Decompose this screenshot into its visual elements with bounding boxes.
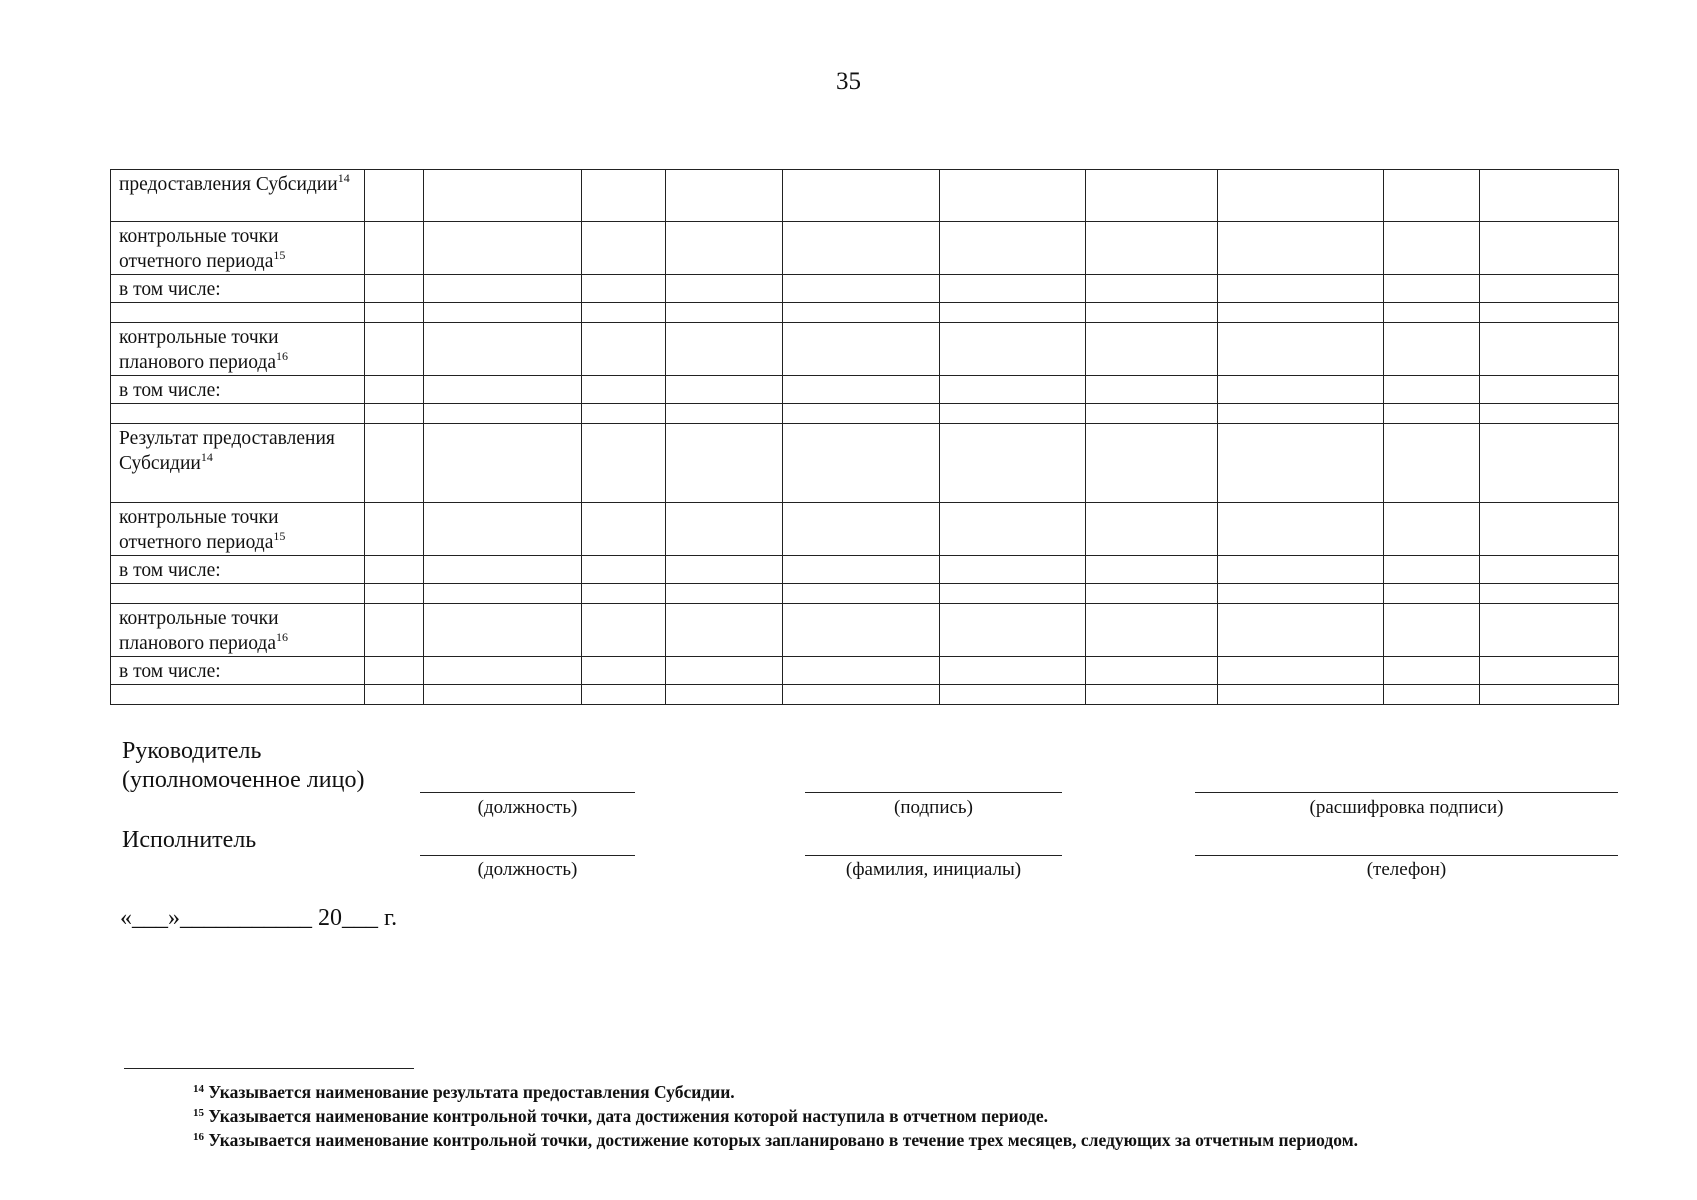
table-cell[interactable]: [582, 170, 666, 222]
table-cell[interactable]: [1086, 604, 1218, 657]
table-row: [111, 170, 1619, 222]
table-cell[interactable]: [783, 584, 940, 604]
head-label: Руководитель: [122, 738, 262, 764]
table-cell[interactable]: [940, 170, 1086, 222]
table-cell[interactable]: [666, 685, 783, 705]
table-cell[interactable]: [1480, 170, 1619, 222]
table-cell[interactable]: [1384, 556, 1480, 584]
table-cell[interactable]: [1218, 222, 1384, 275]
table-cell[interactable]: [1384, 424, 1480, 503]
table-cell[interactable]: [783, 685, 940, 705]
table-cell[interactable]: [365, 556, 424, 584]
table-cell[interactable]: [582, 657, 666, 685]
row-label-cell: в том числе:: [111, 275, 365, 303]
table-row: [111, 657, 1619, 685]
row-label-cell: контрольные точки отчетного периода$^{15}$: [111, 222, 365, 275]
table-row: [111, 222, 1619, 275]
row-label-cell: контрольные точки планового периода$^{16}$: [111, 323, 365, 376]
table-cell[interactable]: [1086, 685, 1218, 705]
table-cell[interactable]: [1218, 404, 1384, 424]
executor-name-line[interactable]: [805, 855, 1062, 856]
table-cell[interactable]: [365, 275, 424, 303]
table-cell[interactable]: [424, 170, 582, 222]
table-cell[interactable]: [365, 323, 424, 376]
table-cell[interactable]: [1086, 556, 1218, 584]
table-cell[interactable]: [1086, 404, 1218, 424]
table-cell[interactable]: [1218, 556, 1384, 584]
executor-name-caption: (фамилия, инициалы): [845, 859, 1022, 880]
table-cell[interactable]: [365, 424, 424, 503]
row-label-cell: предоставления Субсидии$^{14}$: [111, 170, 365, 222]
table-cell[interactable]: [365, 657, 424, 685]
table-cell[interactable]: [666, 424, 783, 503]
table-cell[interactable]: [940, 604, 1086, 657]
table-cell[interactable]: [1384, 604, 1480, 657]
table-cell[interactable]: [365, 604, 424, 657]
table-cell[interactable]: [783, 275, 940, 303]
table-cell[interactable]: [365, 404, 424, 424]
table-cell[interactable]: [365, 376, 424, 404]
table-cell[interactable]: [1480, 604, 1619, 657]
table-cell[interactable]: [1218, 685, 1384, 705]
table-cell[interactable]: [1480, 685, 1619, 705]
table-cell[interactable]: [1086, 376, 1218, 404]
table-cell[interactable]: [1218, 303, 1384, 323]
row-label-cell: контрольные точки планового периода$^{16}$: [111, 604, 365, 657]
table-cell[interactable]: [940, 657, 1086, 685]
table-cell[interactable]: [1480, 222, 1619, 275]
table-cell[interactable]: [424, 503, 582, 556]
table-cell[interactable]: [940, 222, 1086, 275]
table-cell[interactable]: [940, 584, 1086, 604]
head-position-caption: (должность): [477, 797, 578, 818]
table-cell[interactable]: [666, 657, 783, 685]
table-cell[interactable]: [940, 376, 1086, 404]
table-cell[interactable]: [1086, 584, 1218, 604]
table-cell[interactable]: [1480, 657, 1619, 685]
table-cell[interactable]: [783, 424, 940, 503]
table-cell[interactable]: [1086, 657, 1218, 685]
row-label-cell: Результат предоставления Субсидии$^{14}$: [111, 424, 365, 503]
head-position-line[interactable]: [420, 792, 635, 793]
table-cell[interactable]: [365, 170, 424, 222]
table-cell[interactable]: [940, 685, 1086, 705]
table-row: [111, 503, 1619, 556]
table-cell[interactable]: [1218, 275, 1384, 303]
table-cell[interactable]: [666, 404, 783, 424]
table-cell[interactable]: [424, 604, 582, 657]
table-cell[interactable]: [783, 170, 940, 222]
executor-phone-line[interactable]: [1195, 855, 1618, 856]
table-cell[interactable]: [582, 275, 666, 303]
table-row: [111, 275, 1619, 303]
table-cell[interactable]: [783, 657, 940, 685]
table-row: [111, 556, 1619, 584]
table-cell[interactable]: [582, 584, 666, 604]
table-cell[interactable]: [666, 584, 783, 604]
table-cell[interactable]: [1218, 503, 1384, 556]
row-label-cell: [111, 404, 365, 424]
table-cell[interactable]: [1480, 556, 1619, 584]
table-cell[interactable]: [940, 404, 1086, 424]
executor-position-caption: (должность): [477, 859, 578, 880]
table-cell[interactable]: [666, 222, 783, 275]
table-cell[interactable]: [582, 323, 666, 376]
table-cell[interactable]: [1384, 170, 1480, 222]
head-signature-decoding-line[interactable]: [1195, 792, 1618, 793]
table-cell[interactable]: [1218, 424, 1384, 503]
table-cell[interactable]: [424, 275, 582, 303]
table-cell[interactable]: [666, 604, 783, 657]
table-cell[interactable]: [940, 556, 1086, 584]
table-cell[interactable]: [1480, 584, 1619, 604]
executor-phone-caption: (телефон): [1366, 859, 1447, 880]
table-cell[interactable]: [1384, 376, 1480, 404]
table-cell[interactable]: [1086, 170, 1218, 222]
table-cell[interactable]: [940, 303, 1086, 323]
table-cell[interactable]: [1384, 657, 1480, 685]
table-cell[interactable]: [666, 503, 783, 556]
table-cell[interactable]: [1218, 170, 1384, 222]
table-cell[interactable]: [582, 404, 666, 424]
table-cell[interactable]: [783, 556, 940, 584]
table-cell[interactable]: [1218, 584, 1384, 604]
table-cell[interactable]: [1480, 323, 1619, 376]
table-cell[interactable]: [783, 404, 940, 424]
row-label-cell: контрольные точки отчетного периода$^{15}$: [111, 503, 365, 556]
table-cell[interactable]: [1384, 303, 1480, 323]
table-cell[interactable]: [424, 303, 582, 323]
table-cell[interactable]: [1218, 323, 1384, 376]
table-cell[interactable]: [1384, 222, 1480, 275]
head-signature-caption: (подпись): [894, 797, 973, 818]
table-cell[interactable]: [582, 303, 666, 323]
table-row: [111, 604, 1619, 657]
row-label-cell: [111, 303, 365, 323]
row-label-cell: в том числе:: [111, 657, 365, 685]
table-cell[interactable]: [940, 424, 1086, 503]
table-cell[interactable]: [666, 275, 783, 303]
table-cell[interactable]: [940, 275, 1086, 303]
table-cell[interactable]: [424, 657, 582, 685]
table-row: [111, 376, 1619, 404]
row-label-cell: в том числе:: [111, 376, 365, 404]
table-cell[interactable]: [365, 584, 424, 604]
table-cell[interactable]: [1086, 222, 1218, 275]
table-cell[interactable]: [1384, 584, 1480, 604]
table-cell[interactable]: [424, 323, 582, 376]
table-cell[interactable]: [1480, 275, 1619, 303]
report-table: [110, 169, 1619, 705]
table-cell[interactable]: [1218, 657, 1384, 685]
row-label-cell: [111, 584, 365, 604]
table-cell[interactable]: [940, 323, 1086, 376]
table-cell[interactable]: [365, 303, 424, 323]
table-cell[interactable]: [424, 556, 582, 584]
table-cell[interactable]: [1384, 404, 1480, 424]
page-number: 35: [836, 68, 861, 95]
head-signature-line[interactable]: [805, 792, 1062, 793]
table-cell[interactable]: [783, 222, 940, 275]
table-cell[interactable]: [424, 584, 582, 604]
table-cell[interactable]: [1218, 604, 1384, 657]
table-cell[interactable]: [424, 685, 582, 705]
table-cell[interactable]: [1086, 275, 1218, 303]
row-label-cell: [111, 685, 365, 705]
table-row: [111, 584, 1619, 604]
table-cell[interactable]: [666, 323, 783, 376]
table-cell[interactable]: [365, 222, 424, 275]
footnote-15: $^{15}$ Указывается наименование контрольной точки, дата достижения которой наступила в отчетном периоде.: [193, 1106, 1048, 1126]
table-row: [111, 404, 1619, 424]
table-cell[interactable]: [582, 685, 666, 705]
table-cell[interactable]: [940, 503, 1086, 556]
table-cell[interactable]: [1086, 503, 1218, 556]
table-cell[interactable]: [783, 604, 940, 657]
table-cell[interactable]: [666, 556, 783, 584]
table-cell[interactable]: [1384, 323, 1480, 376]
table-cell[interactable]: [582, 376, 666, 404]
table-cell[interactable]: [424, 404, 582, 424]
executor-label: Исполнитель: [122, 827, 257, 853]
table-cell[interactable]: [783, 303, 940, 323]
table-cell[interactable]: [365, 685, 424, 705]
table-cell[interactable]: [1384, 275, 1480, 303]
table-cell[interactable]: [1480, 503, 1619, 556]
executor-position-line[interactable]: [420, 855, 635, 856]
table-cell[interactable]: [783, 376, 940, 404]
footnote-16: $^{16}$ Указывается наименование контрольной точки, достижение которых запланировано в течение трех месяцев, следующих за отчетным периодом.: [193, 1130, 1358, 1150]
table-row: [111, 685, 1619, 705]
table-cell[interactable]: [1480, 404, 1619, 424]
table-cell[interactable]: [424, 424, 582, 503]
table-cell[interactable]: [1218, 376, 1384, 404]
head-signature-decoding-caption: (расшифровка подписи): [1309, 797, 1504, 818]
row-label-cell: в том числе:: [111, 556, 365, 584]
table-cell[interactable]: [1086, 303, 1218, 323]
table-cell[interactable]: [424, 222, 582, 275]
table-cell[interactable]: [666, 376, 783, 404]
table-row: [111, 303, 1619, 323]
table-cell[interactable]: [582, 503, 666, 556]
table-cell[interactable]: [1480, 303, 1619, 323]
table-cell[interactable]: [1086, 323, 1218, 376]
head-label-authorized: (уполномоченное лицо): [122, 767, 365, 793]
table-row: [111, 323, 1619, 376]
table-cell[interactable]: [365, 503, 424, 556]
table-cell[interactable]: [1480, 424, 1619, 503]
table-cell[interactable]: [1384, 503, 1480, 556]
footnote-14: $^{14}$ Указывается наименование результата предоставления Субсидии.: [193, 1082, 735, 1102]
table-cell[interactable]: [1384, 685, 1480, 705]
table-cell[interactable]: [1480, 376, 1619, 404]
table-cell[interactable]: [1086, 424, 1218, 503]
table-cell[interactable]: [783, 503, 940, 556]
table-cell[interactable]: [424, 376, 582, 404]
table-row: [111, 424, 1619, 503]
table-cell[interactable]: [582, 604, 666, 657]
date-line[interactable]: «___»___________ 20___ г.: [120, 905, 398, 931]
footnote-separator: [124, 1068, 414, 1069]
table-cell[interactable]: [582, 556, 666, 584]
table-cell[interactable]: [666, 303, 783, 323]
table-cell[interactable]: [582, 222, 666, 275]
table-cell[interactable]: [666, 170, 783, 222]
table-cell[interactable]: [783, 323, 940, 376]
table-cell[interactable]: [582, 424, 666, 503]
